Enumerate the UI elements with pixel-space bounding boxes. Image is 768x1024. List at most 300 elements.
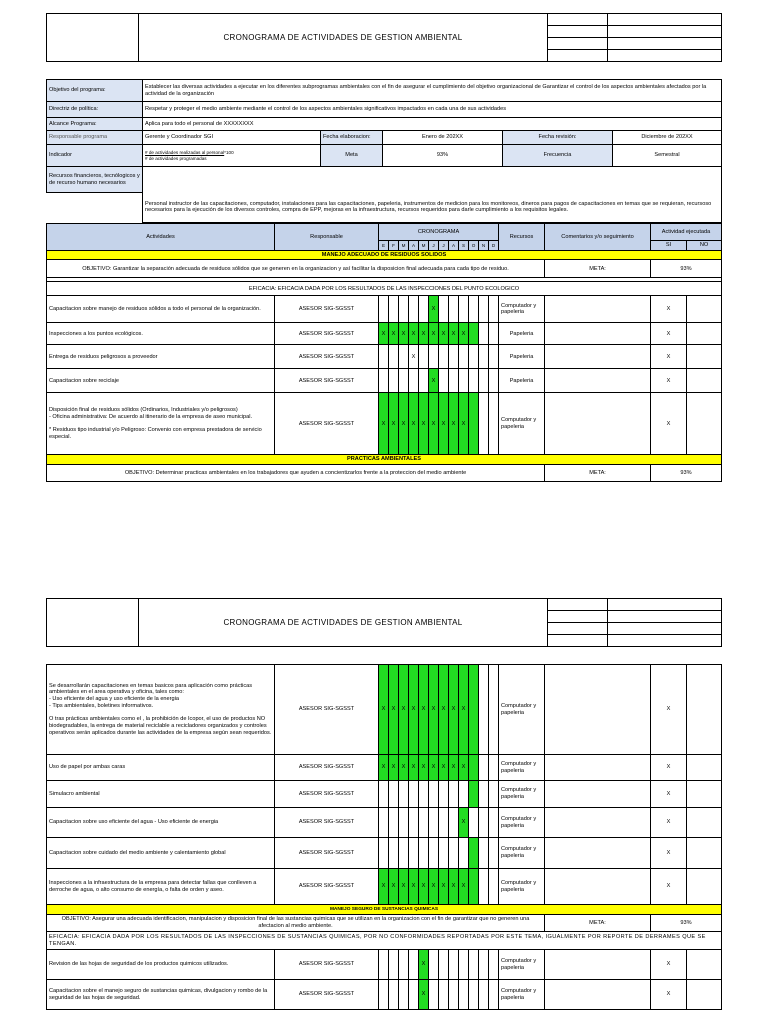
resources-cell: Papeleria (499, 323, 545, 345)
month-cell (439, 980, 449, 1010)
month-cell (379, 808, 389, 838)
resources-cell: Computador y papeleria (499, 808, 545, 838)
responsible-cell: ASESOR SIG-SGSST (275, 781, 379, 808)
month-cell (399, 296, 409, 323)
meta-value-practicas: 93% (651, 465, 722, 482)
month-cell (429, 345, 439, 369)
month-cell (429, 808, 439, 838)
frecuencia-value: Semestral (613, 145, 722, 167)
executed-no-cell (687, 393, 722, 455)
month-cell (489, 755, 499, 781)
month-cell (449, 369, 459, 393)
executed-si-cell: X (651, 980, 687, 1010)
month-cell (389, 980, 399, 1010)
month-header: O (469, 241, 479, 251)
month-cell: X (389, 869, 399, 905)
month-cell (429, 950, 439, 980)
comments-cell (545, 665, 651, 755)
responsible-cell: ASESOR SIG-SGSST (275, 323, 379, 345)
month-cell (469, 980, 479, 1010)
month-cell: X (419, 665, 429, 755)
executed-no-cell (687, 323, 722, 345)
col-ejecutada: Actividad ejecutada (651, 224, 722, 241)
month-cell: X (449, 755, 459, 781)
month-cell (389, 345, 399, 369)
month-cell (479, 665, 489, 755)
month-cell (479, 808, 489, 838)
month-cell (469, 808, 479, 838)
responsible-cell: ASESOR SIG-SGSST (275, 345, 379, 369)
table-row (47, 665, 722, 755)
executed-si-cell: X (651, 755, 687, 781)
month-cell (479, 950, 489, 980)
section-objetivo-quimicas: OBJETIVO: Asegurar una adecuada identificacion, manipulacion y disposicion final de las sustancias quimicas que se utilizan en la organizacion con el fin de garantizar que no generen una afectacion al medio ambiente. (47, 915, 545, 932)
executed-si-cell: X (651, 838, 687, 869)
month-cell (419, 781, 429, 808)
responsable-text: Gerente y Coordinador SGI (143, 131, 321, 145)
comments-cell (545, 393, 651, 455)
month-cell (399, 980, 409, 1010)
comments-cell (545, 323, 651, 345)
resources-cell: Computador y papeleria (499, 665, 545, 755)
responsible-cell: ASESOR SIG-SGSST (275, 950, 379, 980)
section-title-residuos: MANEJO ADECUADO DE RESIDUOS SOLIDOS (47, 250, 722, 260)
section-objetivo-practicas: OBJETIVO: Determinar practicas ambientales en los trabajadores que ayuden a concientizarlos frente a la proteccion del medio ambiente (47, 465, 545, 482)
rows-quimicas (47, 950, 722, 1010)
month-cell (479, 393, 489, 455)
month-cell (479, 369, 489, 393)
activity-cell: Capacitacion sobre el manejo seguro de sustancias quimicas, divulgacion y rombo de la seguridad de las hojas de seguridad. (47, 980, 275, 1010)
alcance-label: Alcance Programa: (47, 118, 143, 131)
fecha-rev: Diciembre de 202XX (613, 131, 722, 145)
comments-cell (545, 838, 651, 869)
month-cell: X (399, 323, 409, 345)
activity-cell: Revision de las hojas de seguridad de los productos quimicos utilizados. (47, 950, 275, 980)
month-cell (379, 980, 389, 1010)
comments-cell (545, 755, 651, 781)
indicador-factor: *100 (224, 150, 234, 155)
executed-no-cell (687, 345, 722, 369)
month-cell (469, 665, 479, 755)
month-cell: X (399, 393, 409, 455)
responsible-cell: ASESOR SIG-SGSST (275, 755, 379, 781)
activity-cell: Inspecciones a los puntos ecológicos. (47, 323, 275, 345)
activity-cell: Simulacro ambiental (47, 781, 275, 808)
col-responsable: Responsable (275, 224, 379, 251)
month-cell (389, 808, 399, 838)
executed-no-cell (687, 950, 722, 980)
section-title-practicas: PRACTICAS AMBIENTALES (47, 455, 722, 465)
executed-si-cell: X (651, 369, 687, 393)
month-cell: X (379, 869, 389, 905)
executed-no-cell (687, 838, 722, 869)
month-cell (429, 838, 439, 869)
directriz-label: Directriz de política: (47, 102, 143, 118)
month-cell (389, 296, 399, 323)
responsible-cell: ASESOR SIG-SGSST (275, 869, 379, 905)
col-no: NO (687, 241, 722, 251)
comments-cell (545, 980, 651, 1010)
month-cell: X (389, 323, 399, 345)
activity-cell: Capacitacion sobre reciclaje (47, 369, 275, 393)
month-cell: X (379, 323, 389, 345)
executed-no-cell (687, 869, 722, 905)
month-cell: X (409, 869, 419, 905)
month-cell: X (429, 369, 439, 393)
col-recursos: Recursos (499, 224, 545, 251)
month-cell (419, 838, 429, 869)
month-cell (419, 345, 429, 369)
executed-si-cell: X (651, 869, 687, 905)
month-header: A (449, 241, 459, 251)
month-cell: X (419, 869, 429, 905)
executed-si-cell: X (651, 665, 687, 755)
month-cell: X (459, 323, 469, 345)
executed-si-cell: X (651, 393, 687, 455)
month-cell (469, 369, 479, 393)
month-cell (419, 808, 429, 838)
month-cell (479, 980, 489, 1010)
month-cell (409, 838, 419, 869)
executed-si-cell: X (651, 296, 687, 323)
info-table (46, 79, 722, 223)
executed-si-cell: X (651, 323, 687, 345)
activity-cell: Entrega de residuos peligrosos a proveedor (47, 345, 275, 369)
month-cell (469, 950, 479, 980)
month-cell (489, 296, 499, 323)
month-cell: X (409, 665, 419, 755)
month-cell (489, 869, 499, 905)
month-cell (439, 369, 449, 393)
responsable-label: Responsable programa (47, 131, 143, 145)
month-cell: X (379, 393, 389, 455)
executed-si-cell: X (651, 781, 687, 808)
comments-cell (545, 781, 651, 808)
comments-cell (545, 369, 651, 393)
objetivo-text: Establecer las diversas actividades a ejecutar en los diferentes subprogramas ambientales con el fin de asegurar el cumplimiento del objetivo organizacional de Garantizar el control de los aspectos ambientales afectados por la actividad de la organización (143, 80, 722, 102)
month-cell: X (429, 323, 439, 345)
comments-cell (545, 869, 651, 905)
responsible-cell: ASESOR SIG-SGSST (275, 665, 379, 755)
month-cell (489, 781, 499, 808)
month-header: S (459, 241, 469, 251)
month-cell (439, 781, 449, 808)
month-cell: X (379, 665, 389, 755)
month-cell: X (459, 665, 469, 755)
month-cell (479, 323, 489, 345)
month-cell (379, 296, 389, 323)
activity-table-2 (46, 664, 722, 1010)
header-table-2 (46, 598, 722, 647)
frecuencia-label: Frecuencia (503, 145, 613, 167)
month-header: N (479, 241, 489, 251)
month-cell: X (389, 665, 399, 755)
month-cell (489, 345, 499, 369)
page-title: CRONOGRAMA DE ACTIVIDADES DE GESTION AMBIENTAL (139, 14, 548, 62)
table-row (47, 950, 722, 980)
header-table (46, 13, 722, 62)
indicador-num: # de actividades realizadas al personal (145, 150, 225, 155)
month-cell (459, 369, 469, 393)
month-cell (449, 296, 459, 323)
month-cell: X (409, 345, 419, 369)
month-cell (379, 369, 389, 393)
month-header: D (489, 241, 499, 251)
month-cell (409, 950, 419, 980)
executed-no-cell (687, 781, 722, 808)
table-row (47, 838, 722, 869)
rows-residuos (47, 296, 722, 455)
section-objetivo-residuos: OBJETIVO: Garantizar la separación adecuada de residuos sólidos que se generen en la organizacion y así facilitar la disposicion final adecuada para cada tipo de residuo. (47, 260, 545, 278)
month-cell (449, 980, 459, 1010)
month-cell: X (419, 323, 429, 345)
fecha-elab-label: Fecha elaboracion: (321, 131, 383, 145)
executed-no-cell (687, 296, 722, 323)
month-header: A (409, 241, 419, 251)
rows-practicas (47, 665, 722, 905)
meta-value-quimicas: 93% (651, 915, 722, 932)
resources-cell: Computador y papeleria (499, 781, 545, 808)
month-cell (489, 323, 499, 345)
resources-cell: Papeleria (499, 345, 545, 369)
col-actividades: Actividades (47, 224, 275, 251)
month-cell (469, 838, 479, 869)
responsible-cell: ASESOR SIG-SGSST (275, 393, 379, 455)
month-header: M (419, 241, 429, 251)
objetivo-label: Objetivo del programa: (47, 80, 143, 102)
col-cronograma: CRONOGRAMA (379, 224, 499, 241)
month-cell (379, 838, 389, 869)
month-cell (429, 781, 439, 808)
page-2 (46, 598, 722, 1010)
month-cell (479, 781, 489, 808)
executed-no-cell (687, 369, 722, 393)
page-title-2: CRONOGRAMA DE ACTIVIDADES DE GESTION AMBIENTAL (139, 599, 548, 647)
month-cell: X (399, 755, 409, 781)
month-cell (469, 345, 479, 369)
activity-table-1 (46, 223, 722, 482)
month-cell (439, 950, 449, 980)
month-cell (419, 296, 429, 323)
month-cell (399, 781, 409, 808)
executed-si-cell: X (651, 950, 687, 980)
month-cell (469, 323, 479, 345)
resources-cell: Computador y papeleria (499, 950, 545, 980)
month-cell (409, 808, 419, 838)
month-cell (479, 838, 489, 869)
activity-cell: Uso de papel por ambas caras (47, 755, 275, 781)
recursos-text: Personal instructor de las capacitaciones, computador, instalaciones para las capacitaciones, papeleria, instrumentos de medicion para los monitoreos, dineros para pagos de capacitaciones en temas que se requieran, recursoso necesarios para la ejecución de los diversos controles, compra de EPP, mejoras en la infraestructura, recursos requeridos para darle cumplimiento a los requisitos legales. (143, 193, 722, 223)
month-cell (449, 345, 459, 369)
month-cell: X (459, 393, 469, 455)
month-cell (469, 296, 479, 323)
month-cell: X (429, 393, 439, 455)
month-cell (449, 950, 459, 980)
activity-cell: Capacitacion sobre uso eficiente del agua - Uso eficiente de energia (47, 808, 275, 838)
month-cell: X (459, 755, 469, 781)
resources-cell: Computador y papeleria (499, 980, 545, 1010)
month-cell (389, 950, 399, 980)
meta-label-practicas: META: (545, 465, 651, 482)
month-cell (409, 369, 419, 393)
month-cell (409, 980, 419, 1010)
resources-cell: Papeleria (499, 369, 545, 393)
month-cell: X (399, 869, 409, 905)
month-cell: X (419, 755, 429, 781)
month-cell (479, 755, 489, 781)
resources-cell: Computador y papeleria (499, 838, 545, 869)
month-cell: X (409, 323, 419, 345)
month-cell (439, 345, 449, 369)
responsible-cell: ASESOR SIG-SGSST (275, 838, 379, 869)
month-cell (389, 838, 399, 869)
month-cell: X (389, 755, 399, 781)
month-cell (489, 808, 499, 838)
table-row (47, 980, 722, 1010)
month-cell: X (449, 869, 459, 905)
month-cell: X (439, 869, 449, 905)
page-1 (46, 13, 722, 482)
month-cell (479, 296, 489, 323)
month-cell (409, 296, 419, 323)
month-cell: X (399, 665, 409, 755)
executed-no-cell (687, 755, 722, 781)
month-cell (489, 393, 499, 455)
table-row (47, 869, 722, 905)
month-cell: X (389, 393, 399, 455)
month-cell: X (439, 323, 449, 345)
responsible-cell: ASESOR SIG-SGSST (275, 296, 379, 323)
month-cell (449, 781, 459, 808)
table-row (47, 781, 722, 808)
executed-si-cell: X (651, 808, 687, 838)
month-cell (459, 838, 469, 869)
section-eficacia-residuos: EFICACIA: EFICACIA DADA POR LOS RESULTADOS DE LAS INSPECCIONES DEL PUNTO ECOLOGICO (47, 282, 722, 296)
month-cell: X (409, 393, 419, 455)
activity-cell: Disposición final de residuos sólidos (Ordinarios, Industriales y/o peligrosos) - Oficina administrativa: De acuerdo al itinerario de la empresa de aseo municipal. * Residuos tipo industrial y/o Peligroso: Convenio con empresa prestadora de servicio especial. (47, 393, 275, 455)
meta-value: 93% (383, 145, 503, 167)
month-cell (459, 296, 469, 323)
month-header: F (389, 241, 399, 251)
indicador-den: # de actividades programadas (145, 155, 207, 161)
meta-label-quimicas: META: (545, 915, 651, 932)
month-cell: X (459, 808, 469, 838)
month-cell (449, 808, 459, 838)
month-cell (459, 980, 469, 1010)
month-cell (379, 950, 389, 980)
month-cell (399, 369, 409, 393)
table-row (47, 808, 722, 838)
month-cell (479, 869, 489, 905)
comments-cell (545, 808, 651, 838)
executed-no-cell (687, 808, 722, 838)
activity-cell: Capacitacion sobre cuidado del medio ambiente y calentamiento global (47, 838, 275, 869)
month-cell (449, 838, 459, 869)
month-cell (489, 838, 499, 869)
month-cell (429, 980, 439, 1010)
month-cell (399, 345, 409, 369)
table-row (47, 296, 722, 323)
meta-label-residuos: META: (545, 260, 651, 278)
month-cell (459, 345, 469, 369)
table-row (47, 755, 722, 781)
month-cell (379, 781, 389, 808)
directriz-text: Respetar y proteger el medio ambiente mediante el control de los aspectos ambientales significativos impactados en cada una de sus actividades (143, 102, 722, 118)
month-cell (389, 369, 399, 393)
month-cell: X (439, 665, 449, 755)
table-row (47, 393, 722, 455)
month-header: J (429, 241, 439, 251)
resources-cell: Computador y papeleria (499, 755, 545, 781)
recursos-label: Recursos financieros, tecnólogicos y de recurso humano necesarios (47, 167, 143, 193)
month-header: E (379, 241, 389, 251)
activity-cell: Inspecciones a la infraestructura de la empresa para detectar fallas que conlleven a derroche de agua, o alto consumo de energía, o falta de orden y aseo. (47, 869, 275, 905)
resources-cell: Computador y papeleria (499, 393, 545, 455)
executed-no-cell (687, 665, 722, 755)
month-cell (469, 869, 479, 905)
month-cell (459, 781, 469, 808)
month-cell: X (459, 869, 469, 905)
month-cell: X (449, 393, 459, 455)
month-cell: X (379, 755, 389, 781)
month-cell (459, 950, 469, 980)
section-title-quimicas: MANEJO SEGURO DE SUSTANCIAS QUIMICAS (47, 905, 722, 915)
comments-cell (545, 345, 651, 369)
month-cell (439, 808, 449, 838)
executed-no-cell (687, 980, 722, 1010)
month-cell (469, 755, 479, 781)
meta-value-residuos: 93% (651, 260, 722, 278)
comments-cell (545, 296, 651, 323)
month-cell: X (429, 296, 439, 323)
executed-si-cell: X (651, 345, 687, 369)
responsible-cell: ASESOR SIG-SGSST (275, 980, 379, 1010)
month-cell: X (449, 323, 459, 345)
month-cell (399, 838, 409, 869)
responsible-cell: ASESOR SIG-SGSST (275, 808, 379, 838)
col-si: SI (651, 241, 687, 251)
month-cell (379, 345, 389, 369)
month-cell (439, 838, 449, 869)
month-cell (399, 950, 409, 980)
month-cell: X (419, 950, 429, 980)
month-cell (439, 296, 449, 323)
month-cell: X (429, 665, 439, 755)
col-comentarios: Comentarios y/o seguimiento (545, 224, 651, 251)
month-cell (399, 808, 409, 838)
resources-cell: Computador y papeleria (499, 869, 545, 905)
responsible-cell: ASESOR SIG-SGSST (275, 369, 379, 393)
indicador-label: Indicador (47, 145, 143, 167)
comments-cell (545, 950, 651, 980)
alcance-text: Aplica para todo el personal de XXXXXXXX (143, 118, 722, 131)
indicador-formula (143, 145, 321, 167)
activity-cell: Capacitacion sobre manejo de residuos sólidos a todo el personal de la organización. (47, 296, 275, 323)
month-cell (489, 369, 499, 393)
table-row (47, 369, 722, 393)
month-cell (469, 781, 479, 808)
activity-cell: Se desarrollarán capacitaciones en temas basicos para aplicación como prácticas ambientales en el area operativa y oficina, tales como: - Uso eficiente del agua y uso eficiente de la energia - Tips ambientales, boletines informativos. O tras prácticas ambientales como el , la prohibición de Icopor, el uso de productos NO biodegradables, la entrega de material reciclable a recicladores organizados y controles operativos serán aplicados durante las actividades de la empresa según sean requeridos. (47, 665, 275, 755)
fecha-elab: Enero de 202XX (383, 131, 503, 145)
section-eficacia-quimicas: EFICACIA: EFICACIA DADA POR LOS RESULTADOS DE LAS INSPECCIONES DE SUSTANCIAS QUIMICAS, POR NO CONFORMIDADES REPORTADAS POR ESTE TEMA, IGUALMENTE POR REPORTE DE DERRAMES QUE SE TENGAN. (47, 932, 722, 950)
month-cell (489, 980, 499, 1010)
month-cell (389, 781, 399, 808)
fecha-rev-label: Fecha revisión: (503, 131, 613, 145)
month-cell (489, 950, 499, 980)
month-cell (409, 781, 419, 808)
month-cell (469, 393, 479, 455)
resources-cell: Computador y papeleria (499, 296, 545, 323)
